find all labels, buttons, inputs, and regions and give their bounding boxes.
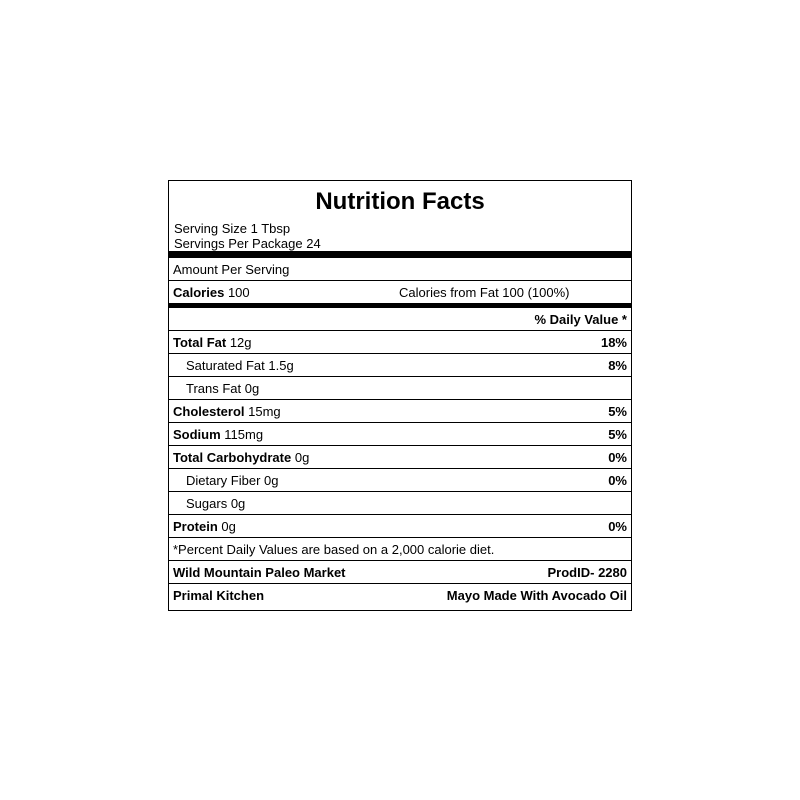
thick-divider — [169, 251, 631, 258]
label-title: Nutrition Facts — [315, 188, 485, 215]
nutrient-name: Trans Fat — [186, 380, 242, 396]
nutrient-row — [169, 515, 631, 538]
servings-per-package: Servings Per Package 24 — [174, 236, 321, 251]
nutrient-name: Sodium — [173, 426, 221, 442]
nutrient-name: Total Carbohydrate — [173, 449, 292, 465]
serving-info — [169, 217, 631, 251]
nutrient-row — [169, 331, 631, 354]
nutrient-name: Sugars — [186, 495, 228, 511]
footnote-row — [169, 538, 631, 561]
nutrient-row — [169, 469, 631, 492]
nutrient-daily-value: 0% — [608, 449, 627, 465]
serving-size: Serving Size 1 Tbsp — [174, 221, 291, 236]
product-name: Mayo Made With Avocado Oil — [446, 588, 627, 603]
nutrient-amount: 0g — [230, 495, 246, 511]
nutrient-daily-value: 0% — [608, 518, 627, 534]
nutrient-name: Saturated Fat — [186, 357, 265, 373]
nutrient-row — [169, 446, 631, 469]
nutrient-row — [169, 423, 631, 446]
product-row — [169, 584, 631, 607]
nutrient-daily-value: 0% — [608, 472, 627, 488]
prod-id: ProdID- 2280 — [547, 564, 627, 580]
daily-value-header-row — [169, 308, 631, 331]
nutrient-row — [169, 377, 631, 400]
nutrient-row — [169, 492, 631, 515]
nutrient-amount: 15mg — [248, 403, 281, 419]
nutrient-row — [169, 354, 631, 377]
nutrient-daily-value: 5% — [608, 426, 627, 442]
nutrient-daily-value: 5% — [608, 403, 627, 419]
nutrient-name: Total Fat — [173, 334, 227, 350]
daily-value-header: % Daily Value * — [534, 311, 627, 327]
brand-name: Primal Kitchen — [173, 588, 265, 603]
nutrient-name: Protein — [173, 518, 218, 534]
nutrient-amount: 115mg — [224, 426, 264, 442]
nutrient-name: Dietary Fiber — [186, 472, 261, 488]
amount-per-serving: Amount Per Serving — [173, 261, 290, 277]
nutrient-list — [169, 331, 631, 538]
nutrient-amount: 0g — [244, 380, 260, 396]
nutrient-daily-value: 8% — [608, 357, 627, 373]
nutrient-amount: 0g — [294, 449, 310, 465]
calories-from-fat: Calories from Fat 100 (100%) — [399, 284, 570, 300]
store-name: Wild Mountain Paleo Market — [173, 564, 346, 580]
calories-label: Calories — [173, 284, 225, 300]
nutrient-amount: 1.5g — [268, 357, 294, 373]
nutrient-name: Cholesterol — [173, 403, 245, 419]
nutrient-amount: 0g — [221, 518, 236, 534]
amount-per-serving-row — [169, 258, 631, 281]
calories-value: 100 — [227, 284, 250, 300]
nutrient-amount: 0g — [264, 472, 279, 488]
calories-row — [169, 281, 631, 304]
nutrient-row — [169, 400, 631, 423]
footnote: *Percent Daily Values are based on a 2,000 calorie diet. — [173, 541, 495, 557]
store-row — [169, 561, 631, 584]
nutrition-facts-label — [168, 180, 632, 611]
nutrient-daily-value: 18% — [600, 334, 627, 350]
nutrient-amount: 12g — [229, 334, 252, 350]
